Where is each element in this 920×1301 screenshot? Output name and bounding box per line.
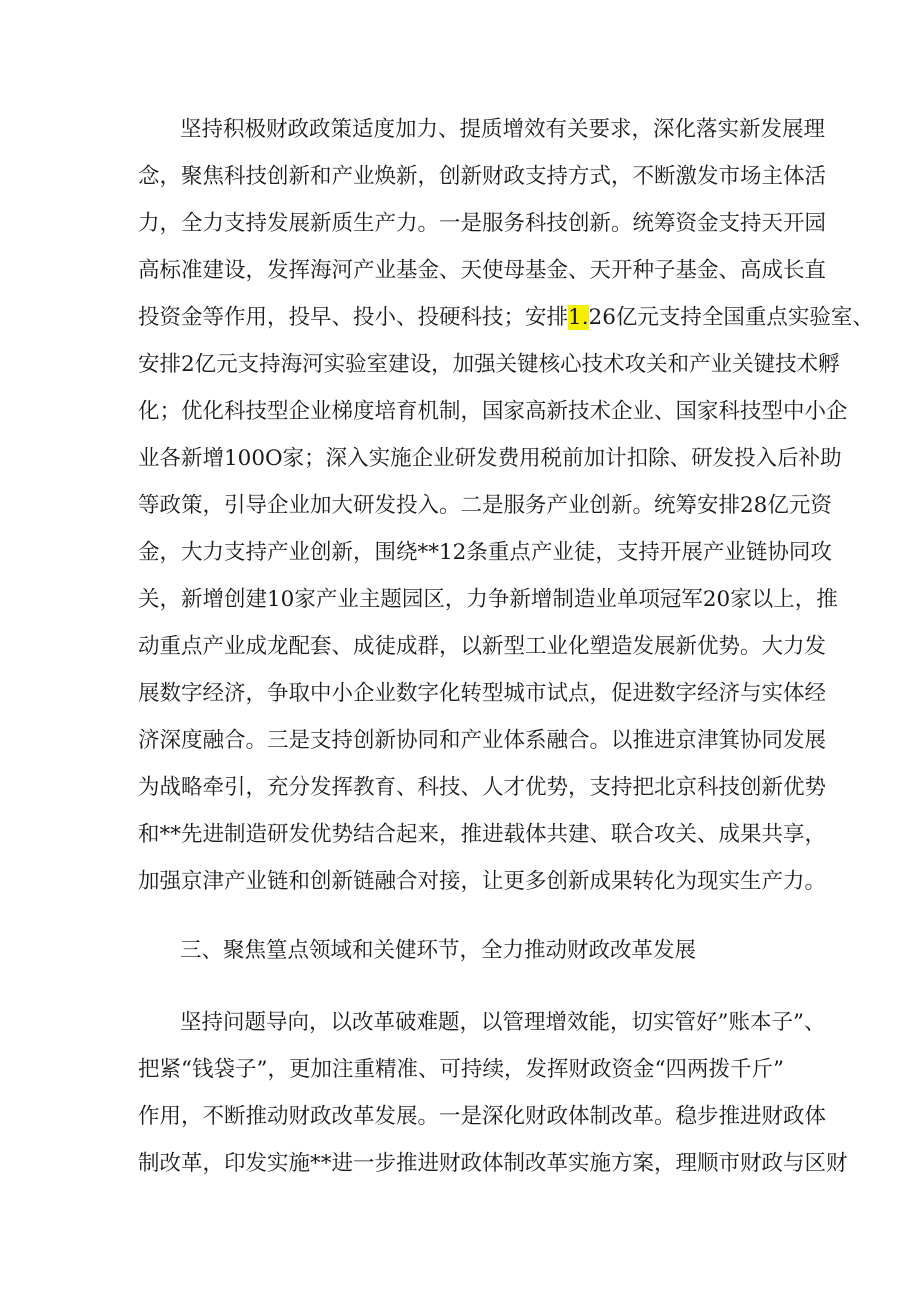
paragraph-2-line-4: 制改革，印发实施**进一步推进财政体制改革实施方案，理顺市财政与区财	[138, 1151, 848, 1176]
highlighted-number: 1.	[568, 305, 589, 330]
paragraph-1-line-12: 动重点产业成龙配套、成徒成群，以新型工业化塑造发展新优势。大力发	[138, 634, 827, 659]
paragraph-1-line-8: 业各新增100O家；深入实施企业研发费用税前加计扣除、研发投入后补助	[138, 446, 842, 471]
paragraph-1-line-4: 高标准建设，发挥海河产业基金、天使母基金、天开种子基金、高成长直	[138, 258, 827, 283]
paragraph-1-line-9: 等政策，引导企业加大研发投入。二是服务产业创新。统筹安排28亿元资	[138, 493, 832, 518]
paragraph-1-line-10: 金，大力支持产业创新，围绕**12条重点产业徒，支持开展产业链协同攻	[138, 540, 832, 565]
paragraph-1-line-17: 加强京津产业链和创新链融合对接，让更多创新成果转化为现实生产力。	[138, 869, 827, 894]
paragraph-1-line-3: 力，全力支持发展新质生产力。一是服务科技创新。统筹资金支持天开园	[138, 211, 827, 236]
paragraph-1-line-16: 和**先进制造研发优势结合起来，推进载体共建、联合攻关、成果共享，	[138, 822, 827, 847]
paragraph-1-line-5	[138, 298, 874, 338]
paragraph-2-line-1: 坚持问题导向，以改革破难题，以管理增效能，切实管好”账本子”、	[180, 1010, 826, 1035]
paragraph-1-line-7: 化；优化科技型企业梯度培育机制，国家高新技术企业、国家科技型中小企	[138, 399, 848, 424]
line-5-end: 26亿元支持全国重点实验室、	[588, 305, 874, 330]
paragraph-1-line-11: 关，新增创建10家产业主题园区，力争新增制造业单项冠军20家以上，推	[138, 587, 838, 612]
paragraph-1-line-13: 展数字经济，争取中小企业数字化转型城市试点，促进数字经济与实体经	[138, 681, 827, 706]
paragraph-2-line-2: 把紧“钱袋子”，更加注重精准、可持续，发挥财政资金“四两拨千斤”	[138, 1057, 784, 1082]
paragraph-2-line-3: 作用，不断推动财政改革发展。一是深化财政体制改革。稳步推进财政体	[138, 1104, 827, 1129]
paragraph-1-line-15: 为战略牵引，充分发挥教育、科技、人才优势，支持把北京科技创新优势	[138, 775, 827, 800]
line-5-start: 投资金等作用，投早、投小、投硬科技；安排	[138, 305, 569, 330]
section-heading: 三、聚焦篁点领域和关健环节，全力推动财政改革发展	[180, 938, 697, 963]
paragraph-1-line-14: 济深度融合。三是支持创新协同和产业体系融合。以推进京津箕协同发展	[138, 728, 827, 753]
paragraph-1-line-2: 念，聚焦科技创新和产业焕新，创新财政支持方式，不断激发市场主体活	[138, 164, 827, 189]
paragraph-1-line-6: 安排2亿元支持海河实验室建设，加强关键核心技术攻关和产业关键技术孵	[138, 352, 840, 377]
paragraph-1-line-1: 坚持积极财政政策适度加力、提质增效有关要求，深化落实新发展理	[180, 117, 826, 142]
